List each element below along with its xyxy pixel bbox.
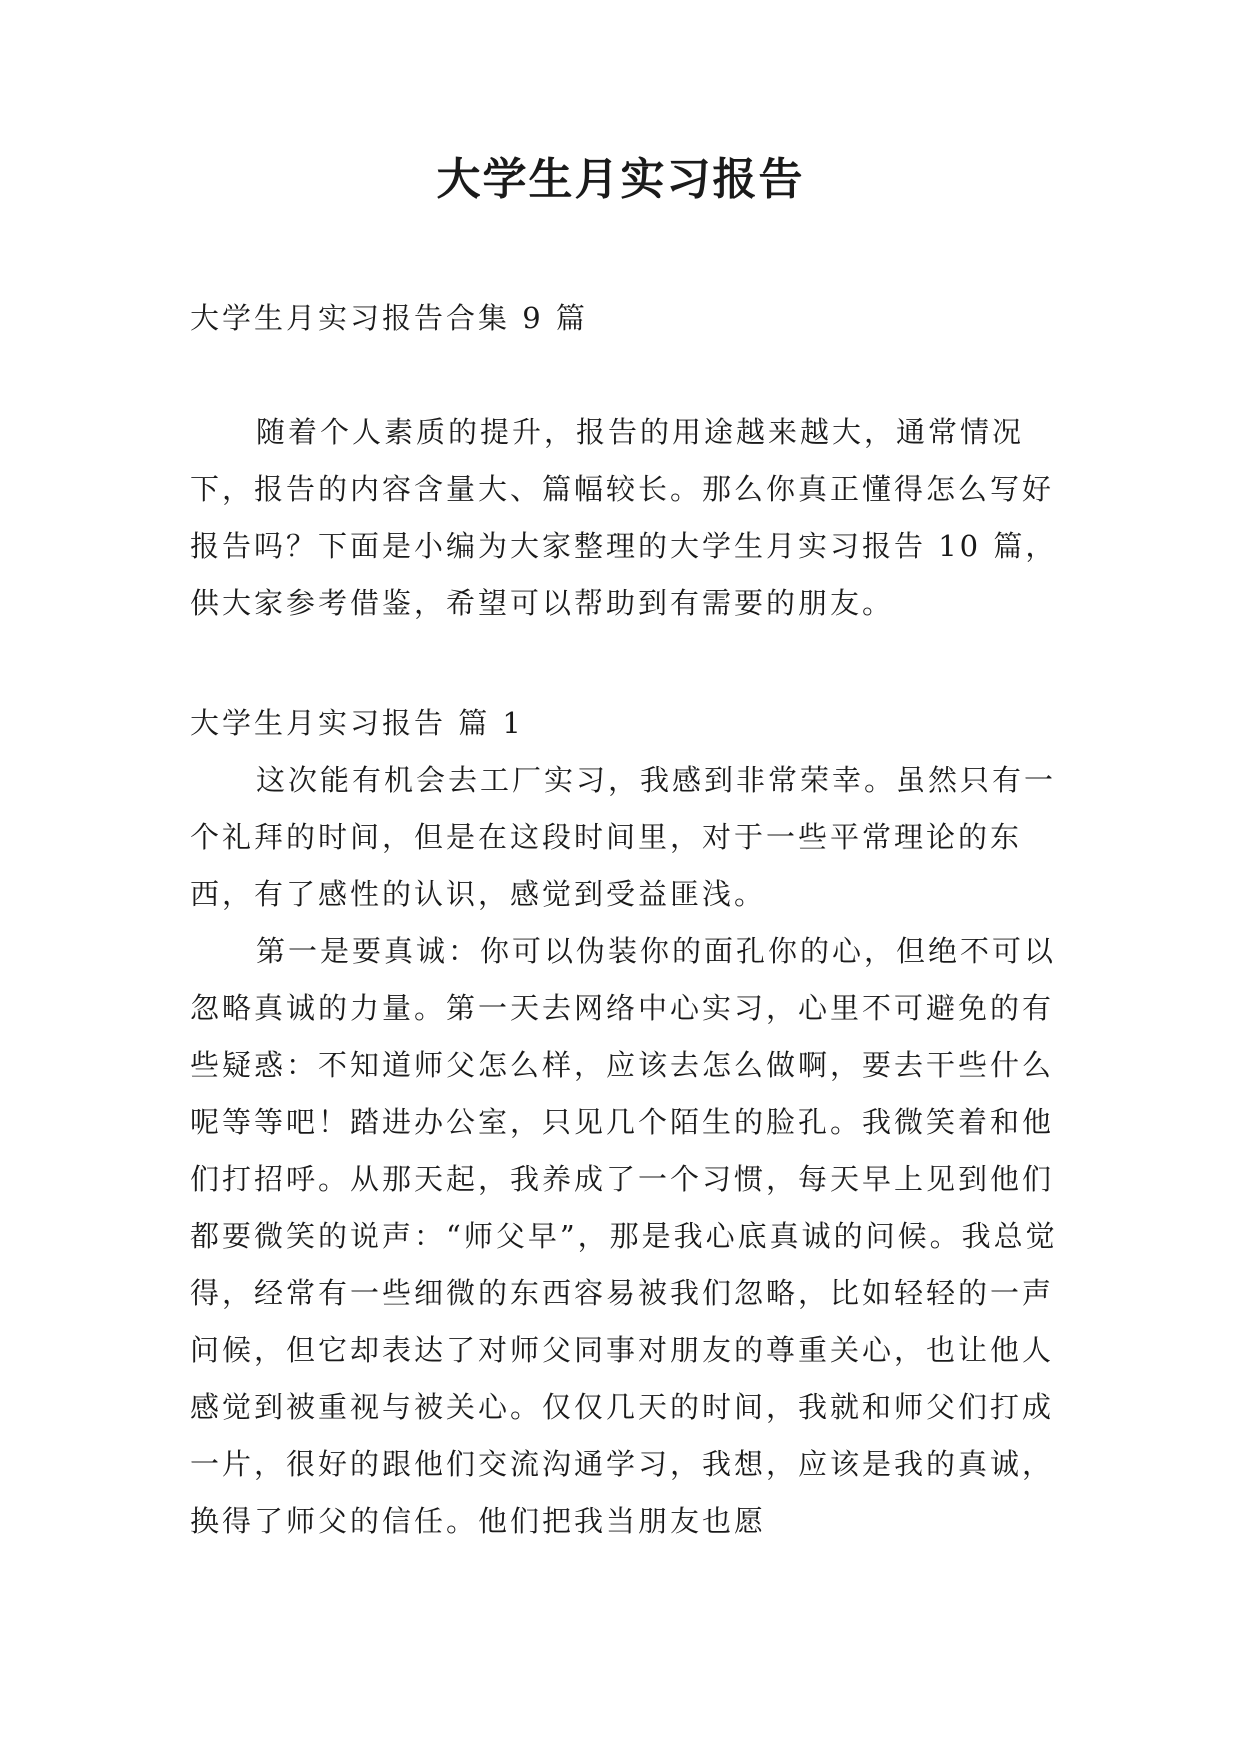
- body-paragraph-2: 第一是要真诚：你可以伪装你的面孔你的心，但绝不可以忽略真诚的力量。第一天去网络中心实习，心里不可避免的有些疑惑：不知道师父怎么样，应该去怎么做啊，要去干些什么呢等等吧！踏进办公室，只见几个陌生的脸孔。我微笑着和他们打招呼。从那天起，我养成了一个习惯，每天早上见到他们都要微笑的说声：“师父早”，那是我心底真诚的问候。我总觉得，经常有一些细微的东西容易被我们忽略，比如轻轻的一声问候，但它却表达了对师父同事对朋友的尊重关心，也让他人感觉到被重视与被关心。仅仅几天的时间，我就和师父们打成一片，很好的跟他们交流沟通学习，我想，应该是我的真诚，换得了师父的信任。他们把我当朋友也愿: [190, 934, 1058, 1538]
- document-title: 大学生月实习报告: [436, 154, 805, 205]
- section-heading: 大学生月实习报告 篇 1: [190, 706, 524, 740]
- intro-paragraph: 随着个人素质的提升，报告的用途越来越大，通常情况下，报告的内容含量大、篇幅较长。那么你真正懂得怎么写好报告吗？下面是小编为大家整理的大学生月实习报告 10 篇，供大家参考借鉴，希望可以帮助到有需要的朋友。: [190, 415, 1058, 620]
- body-paragraph-1: 这次能有机会去工厂实习，我感到非常荣幸。虽然只有一个礼拜的时间，但是在这段时间里，对于一些平常理论的东西，有了感性的认识，感觉到受益匪浅。: [190, 763, 1057, 911]
- document-subtitle: 大学生月实习报告合集 9 篇: [190, 301, 588, 335]
